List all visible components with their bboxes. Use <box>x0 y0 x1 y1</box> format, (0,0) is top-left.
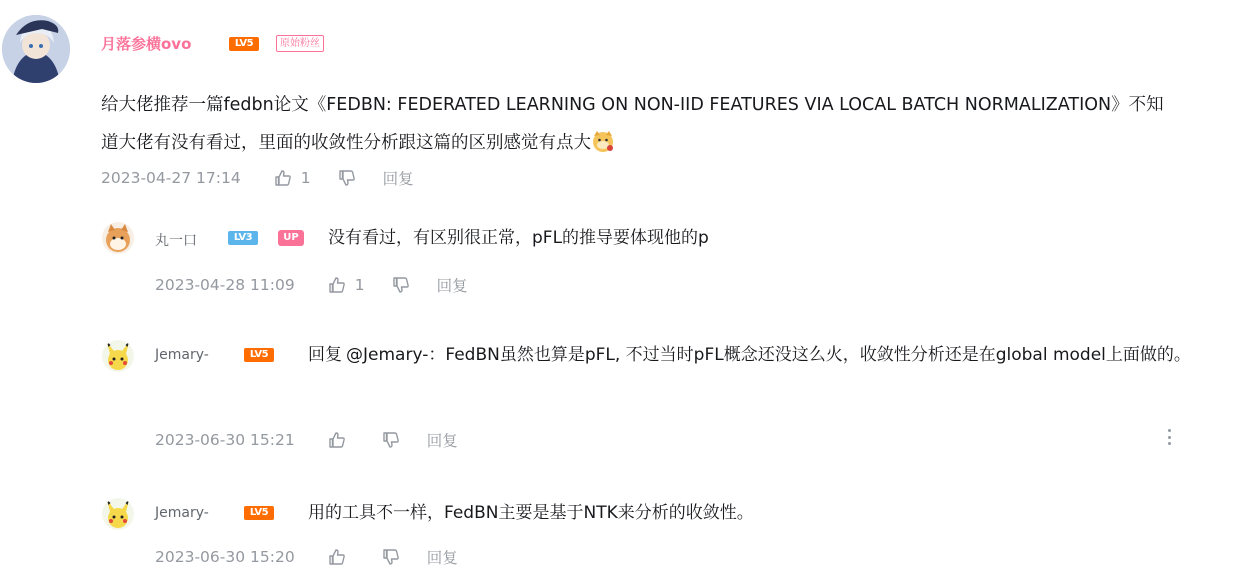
reply-button[interactable]: 回复 <box>426 432 458 450</box>
shiba-avatar-image <box>102 222 134 254</box>
level-badge: LV5 <box>244 506 274 520</box>
fan-badge[interactable]: 原始粉丝 <box>276 35 324 52</box>
reply-meta <box>155 274 468 296</box>
thumbs-up-icon <box>327 547 347 567</box>
reply-time: 2023-06-30 15:20 <box>155 548 295 566</box>
like-count: 1 <box>300 169 311 187</box>
thumbs-down-icon <box>381 430 401 450</box>
reply-button[interactable]: 回复 <box>382 170 414 188</box>
more-options-icon[interactable] <box>1161 427 1177 447</box>
dislike-button[interactable] <box>337 168 357 188</box>
reply-button[interactable]: 回复 <box>426 549 458 567</box>
level-badge: LV5 <box>244 348 274 362</box>
pikachu-avatar-image <box>102 498 134 530</box>
mention-link[interactable]: @Jemary- <box>346 345 429 365</box>
thumbs-down-icon <box>337 168 357 188</box>
reply-meta <box>155 429 458 451</box>
dislike-button[interactable] <box>381 430 401 450</box>
reply-text: 没有看过，有区别很正常，pFL的推导要体现他的p <box>328 228 709 248</box>
reply-avatar[interactable] <box>102 222 134 254</box>
reply-meta <box>155 546 458 568</box>
dislike-button[interactable] <box>381 547 401 567</box>
reply-text: 用的工具不一样，FedBN主要是基于NTK来分析的收敛性。 <box>308 503 754 523</box>
reply-username[interactable]: Jemary- <box>155 347 209 363</box>
thumbs-down-icon <box>391 275 411 295</box>
thumbs-up-icon <box>327 275 347 295</box>
level-badge: LV5 <box>229 37 259 51</box>
comment-text <box>101 86 1181 162</box>
reply-username[interactable]: 丸一口 <box>155 233 197 249</box>
comment-text-body: 给大佬推荐一篇fedbn论文《FEDBN: FEDERATED LEARNING ON NON-IID FEATURES VIA LOCAL BATCH NORMALIZATION》不知道大佬有没有看过，里面的收敛性分析跟这篇的区别感觉有点大 <box>101 95 1164 153</box>
pikachu-avatar-image <box>102 340 134 372</box>
thumbs-down-icon <box>381 547 401 567</box>
comment-meta <box>101 167 414 189</box>
comment-time: 2023-04-27 17:14 <box>101 169 241 187</box>
user-avatar[interactable] <box>2 15 70 83</box>
avatar-image <box>2 15 70 83</box>
doge-emoji-icon <box>591 129 615 153</box>
dislike-button[interactable] <box>391 275 411 295</box>
reply-avatar[interactable] <box>102 340 134 372</box>
comment-username[interactable]: 月落参横ovo <box>101 35 192 53</box>
reply-text <box>155 337 1235 373</box>
reply-prefix: 回复 <box>308 345 342 365</box>
reply-username[interactable]: Jemary- <box>155 505 209 521</box>
like-count: 1 <box>354 276 365 294</box>
up-badge: UP <box>278 230 304 246</box>
like-button[interactable] <box>327 430 355 450</box>
like-button[interactable] <box>327 547 355 567</box>
like-button[interactable] <box>273 168 311 188</box>
like-button[interactable] <box>327 275 365 295</box>
reply-time: 2023-06-30 15:21 <box>155 431 295 449</box>
reply-time: 2023-04-28 11:09 <box>155 276 295 294</box>
reply-button[interactable]: 回复 <box>436 277 468 295</box>
reply-text-body: ：FedBN虽然也算是pFL, 不过当时pFL概念还没这么火，收敛性分析还是在global model上面做的。 <box>428 345 1191 365</box>
thumbs-up-icon <box>327 430 347 450</box>
reply-avatar[interactable] <box>102 498 134 530</box>
level-badge: LV3 <box>228 231 258 245</box>
thumbs-up-icon <box>273 168 293 188</box>
